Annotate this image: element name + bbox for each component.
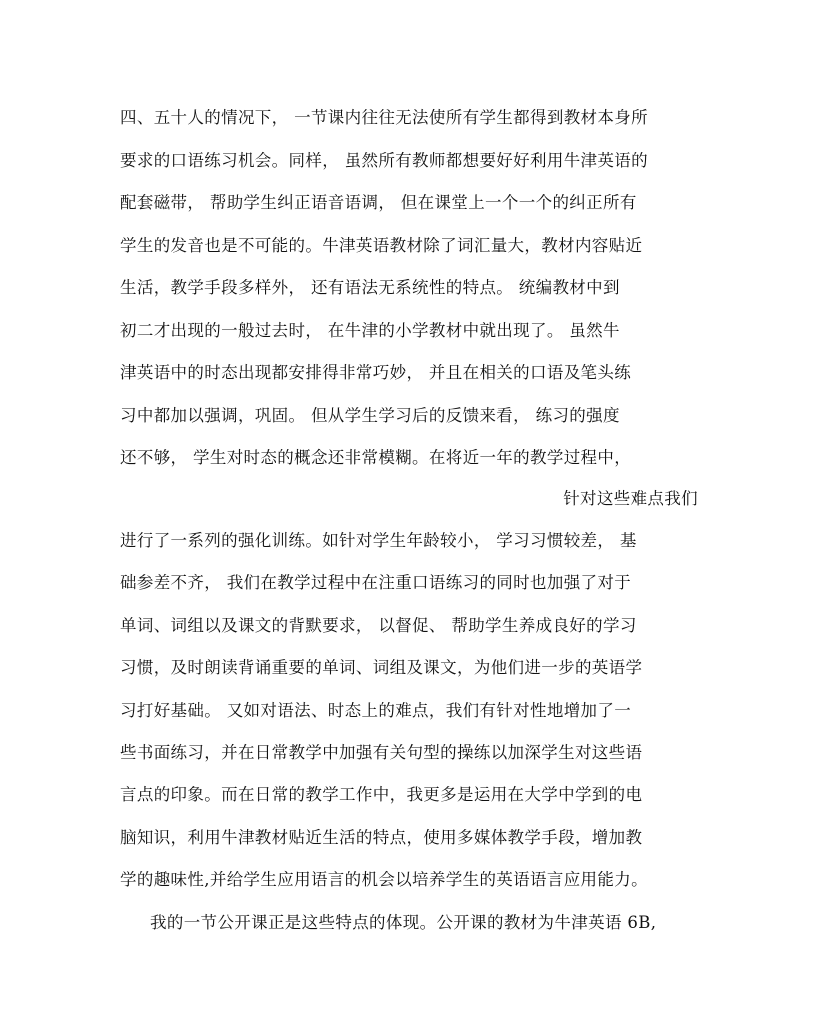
paragraph-line: 四、五十人的情况下， 一节课内往往无法使所有学生都得到教材本身所 xyxy=(120,108,648,127)
paragraph-line: 初二才出现的一般过去时， 在牛津的小学教材中就出现了。 虽然牛 xyxy=(120,321,620,340)
paragraph-line: 习打好基础。 又如对语法、时态上的难点，我们有针对性地增加了一 xyxy=(120,701,632,720)
paragraph-line: 我的一节公开课正是这些特点的体现。公开课的教材为牛津英语 6B, xyxy=(150,913,657,932)
paragraph-line: 单词、词组以及课文的背默要求， 以督促、 帮助学生养成良好的学习 xyxy=(120,616,637,635)
paragraph-line: 习惯，及时朗读背诵重要的单词、词组及课文，为他们进一步的英语学 xyxy=(120,658,643,677)
paragraph-line: 针对这些难点我们 xyxy=(563,489,698,508)
paragraph-line: 些书面练习，并在日常教学中加强有关句型的操练以加深学生对这些语 xyxy=(120,743,643,762)
paragraph-line: 脑知识，利用牛津教材贴近生活的特点，使用多媒体教学手段，增加教 xyxy=(120,828,643,847)
paragraph-line: 配套磁带， 帮助学生纠正语音语调， 但在课堂上一个一个的纠正所有 xyxy=(120,193,637,212)
paragraph-line: 础参差不齐， 我们在教学过程中在注重口语练习的同时也加强了对于 xyxy=(120,573,632,592)
paragraph-line: 还不够， 学生对时态的概念还非常模糊。在将近一年的教学过程中， xyxy=(120,448,632,467)
paragraph-line: 生活，教学手段多样外， 还有语法无系统性的特点。 统编教材中到 xyxy=(120,278,620,297)
paragraph-line: 津英语中的时态出现都安排得非常巧妙， 并且在相关的口语及笔头练 xyxy=(120,363,632,382)
paragraph-line: 言点的印象。而在日常的教学工作中，我更多是运用在大学中学到的电 xyxy=(120,785,643,804)
paragraph-line: 要求的口语练习机会。同样， 虽然所有教师都想要好好利用牛津英语的 xyxy=(120,151,648,170)
paragraph-line: 进行了一系列的强化训练。如针对学生年龄较小， 学习习惯较差， 基 xyxy=(120,531,637,550)
paragraph-line: 学生的发音也是不可能的。牛津英语教材除了词汇量大，教材内容贴近 xyxy=(120,236,643,255)
paragraph-line: 学的趣味性,并给学生应用语言的机会以培养学生的英语语言应用能力。 xyxy=(120,870,648,889)
paragraph-line: 习中都加以强调，巩固。 但从学生学习后的反馈来看， 练习的强度 xyxy=(120,406,620,425)
